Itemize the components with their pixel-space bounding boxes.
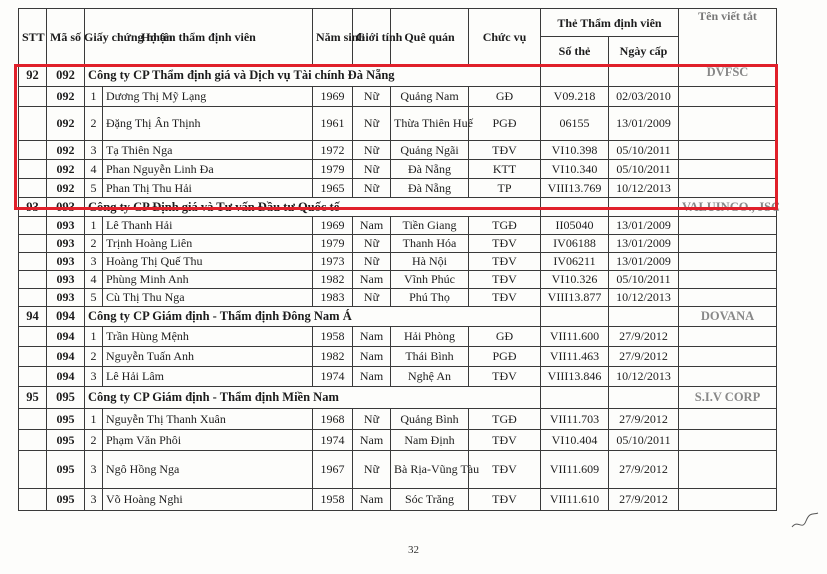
member-year: 1969 — [313, 217, 353, 235]
header-ma-so: Mã số Giấy chứng nhận — [47, 9, 85, 65]
member-date: 27/9/2012 — [609, 409, 679, 430]
member-hometown: Hà Nội — [391, 253, 469, 271]
company-code: 094 — [47, 307, 85, 327]
member-position: TĐV — [469, 253, 541, 271]
member-no: 3 — [85, 451, 103, 489]
member-name: Ngô Hồng Nga — [103, 451, 313, 489]
header-the: Thẻ Thẩm định viên — [541, 9, 679, 37]
member-year: 1979 — [313, 235, 353, 253]
member-code: 092 — [47, 87, 85, 107]
member-code: 094 — [47, 327, 85, 347]
member-gender: Nữ — [353, 179, 391, 198]
member-date: 13/01/2009 — [609, 217, 679, 235]
member-date: 10/12/2013 — [609, 179, 679, 198]
member-card: VII11.600 — [541, 327, 609, 347]
member-gender: Nữ — [353, 141, 391, 160]
table-row — [19, 489, 777, 511]
member-name: Lê Hải Lâm — [103, 367, 313, 387]
member-name: Cù Thị Thu Nga — [103, 289, 313, 307]
member-card: VII11.610 — [541, 489, 609, 511]
table-row — [19, 327, 777, 347]
member-code: 092 — [47, 179, 85, 198]
member-gender: Nam — [353, 489, 391, 511]
member-position: PGĐ — [469, 347, 541, 367]
member-card: VI10.398 — [541, 141, 609, 160]
member-gender: Nam — [353, 271, 391, 289]
member-gender: Nam — [353, 430, 391, 451]
header-ho-ten: Họ tên thẩm định viên — [85, 9, 313, 65]
member-code: 092 — [47, 107, 85, 141]
member-hometown: Quảng Ngãi — [391, 141, 469, 160]
company-abbr: DOVANA — [679, 307, 777, 327]
header-gioi-tinh: Giới tính — [353, 9, 391, 65]
member-date: 27/9/2012 — [609, 347, 679, 367]
header-ngay-cap: Ngày cấp — [609, 37, 679, 65]
member-no: 2 — [85, 235, 103, 253]
member-date: 05/10/2011 — [609, 141, 679, 160]
member-year: 1968 — [313, 409, 353, 430]
member-no: 5 — [85, 289, 103, 307]
member-code: 095 — [47, 409, 85, 430]
member-position: TĐV — [469, 451, 541, 489]
member-name: Phan Thị Thu Hải — [103, 179, 313, 198]
header-ten-viet-tat: Tên viết tắt — [679, 9, 777, 65]
member-year: 1974 — [313, 430, 353, 451]
member-code: 094 — [47, 347, 85, 367]
member-gender: Nữ — [353, 235, 391, 253]
signature-mark-icon — [790, 505, 820, 535]
member-date: 02/03/2010 — [609, 87, 679, 107]
company-code: 092 — [47, 65, 85, 87]
member-position: TGĐ — [469, 409, 541, 430]
member-date: 27/9/2012 — [609, 451, 679, 489]
company-stt: 95 — [19, 387, 47, 409]
member-code: 095 — [47, 430, 85, 451]
member-no: 1 — [85, 327, 103, 347]
member-name: Đặng Thị Ân Thịnh — [103, 107, 313, 141]
page-number: 32 — [408, 544, 419, 556]
member-no: 2 — [85, 107, 103, 141]
member-name: Lê Thanh Hải — [103, 217, 313, 235]
appraiser-table — [18, 8, 781, 511]
table-row — [19, 271, 777, 289]
member-code: 095 — [47, 489, 85, 511]
member-date: 13/01/2009 — [609, 107, 679, 141]
member-no: 1 — [85, 87, 103, 107]
member-date: 10/12/2013 — [609, 367, 679, 387]
company-code: 093 — [47, 198, 85, 217]
member-name: Nguyễn Tuấn Anh — [103, 347, 313, 367]
member-no: 3 — [85, 367, 103, 387]
table-row — [19, 451, 777, 489]
member-position: GĐ — [469, 87, 541, 107]
table-row — [19, 160, 777, 179]
company-row — [19, 387, 777, 409]
member-date: 13/01/2009 — [609, 235, 679, 253]
member-date: 27/9/2012 — [609, 489, 679, 511]
company-name: Công ty CP Thẩm định giá và Dịch vụ Tài chính Đà Nẵng — [85, 65, 541, 87]
company-name: Công ty CP Giám định - Thẩm định Đông Nam Á — [85, 307, 541, 327]
member-hometown: Bà Rịa-Vũng Tàu — [391, 451, 469, 489]
company-stt: 93 — [19, 198, 47, 217]
member-gender: Nữ — [353, 107, 391, 141]
member-hometown: Đà Nẵng — [391, 160, 469, 179]
member-year: 1958 — [313, 489, 353, 511]
member-year: 1965 — [313, 179, 353, 198]
member-gender: Nữ — [353, 87, 391, 107]
member-no: 5 — [85, 179, 103, 198]
member-hometown: Hải Phòng — [391, 327, 469, 347]
company-abbr: VALUINCO., JSC — [679, 198, 777, 217]
table-row — [19, 141, 777, 160]
member-code: 093 — [47, 217, 85, 235]
member-position: TĐV — [469, 271, 541, 289]
member-card: VIII13.769 — [541, 179, 609, 198]
member-position: TĐV — [469, 430, 541, 451]
member-position: TĐV — [469, 367, 541, 387]
member-position: GĐ — [469, 327, 541, 347]
member-code: 093 — [47, 253, 85, 271]
company-name: Công ty CP Định giá và Tư vấn Đầu tư Quốc tế — [85, 198, 541, 217]
member-no: 3 — [85, 253, 103, 271]
member-name: Hoàng Thị Quế Thu — [103, 253, 313, 271]
table-row — [19, 367, 777, 387]
member-name: Phan Nguyễn Linh Đa — [103, 160, 313, 179]
member-name: Nguyễn Thị Thanh Xuân — [103, 409, 313, 430]
member-card: VII11.609 — [541, 451, 609, 489]
company-stt: 94 — [19, 307, 47, 327]
member-hometown: Phú Thọ — [391, 289, 469, 307]
member-name: Phùng Minh Anh — [103, 271, 313, 289]
table-row — [19, 87, 777, 107]
member-name: Trần Hùng Mệnh — [103, 327, 313, 347]
member-card: VI10.340 — [541, 160, 609, 179]
member-card: 06155 — [541, 107, 609, 141]
member-card: IV06188 — [541, 235, 609, 253]
member-code: 094 — [47, 367, 85, 387]
member-year: 1974 — [313, 367, 353, 387]
member-code: 093 — [47, 271, 85, 289]
member-hometown: Quảng Bình — [391, 409, 469, 430]
table-row — [19, 179, 777, 198]
member-gender: Nam — [353, 217, 391, 235]
table-row — [19, 289, 777, 307]
member-date: 05/10/2011 — [609, 271, 679, 289]
header-so-the: Số thẻ — [541, 37, 609, 65]
member-date: 05/10/2011 — [609, 430, 679, 451]
member-date: 13/01/2009 — [609, 253, 679, 271]
table-row — [19, 253, 777, 271]
member-card: IV06211 — [541, 253, 609, 271]
member-hometown: Sóc Trăng — [391, 489, 469, 511]
table-row — [19, 430, 777, 451]
member-year: 1982 — [313, 271, 353, 289]
company-code: 095 — [47, 387, 85, 409]
member-hometown: Nghệ An — [391, 367, 469, 387]
member-code: 092 — [47, 141, 85, 160]
table-row — [19, 107, 777, 141]
member-hometown: Đà Nẵng — [391, 179, 469, 198]
company-row — [19, 65, 777, 87]
table-row — [19, 217, 777, 235]
member-position: PGĐ — [469, 107, 541, 141]
member-no: 4 — [85, 271, 103, 289]
member-code: 093 — [47, 235, 85, 253]
member-no: 4 — [85, 160, 103, 179]
member-position: TĐV — [469, 141, 541, 160]
member-card: VII11.703 — [541, 409, 609, 430]
member-year: 1973 — [313, 253, 353, 271]
member-name: Tạ Thiên Nga — [103, 141, 313, 160]
member-hometown: Thừa Thiên Huế — [391, 107, 469, 141]
member-card: VII11.463 — [541, 347, 609, 367]
member-name: Trịnh Hoàng Liên — [103, 235, 313, 253]
member-gender: Nữ — [353, 253, 391, 271]
member-position: TĐV — [469, 489, 541, 511]
member-no: 2 — [85, 430, 103, 451]
table-row — [19, 235, 777, 253]
member-gender: Nữ — [353, 409, 391, 430]
member-card: V09.218 — [541, 87, 609, 107]
table-row — [19, 347, 777, 367]
company-abbr: DVFSC — [679, 65, 777, 87]
member-position: TP — [469, 179, 541, 198]
header-que-quan: Quê quán — [391, 9, 469, 65]
member-name: Võ Hoàng Nghi — [103, 489, 313, 511]
member-card: VI10.326 — [541, 271, 609, 289]
member-code: 093 — [47, 289, 85, 307]
member-gender: Nữ — [353, 451, 391, 489]
member-card: VI10.404 — [541, 430, 609, 451]
member-card: II05040 — [541, 217, 609, 235]
member-year: 1958 — [313, 327, 353, 347]
member-no: 3 — [85, 141, 103, 160]
member-gender: Nam — [353, 327, 391, 347]
member-card: VIII13.877 — [541, 289, 609, 307]
company-row — [19, 198, 777, 217]
member-gender: Nam — [353, 347, 391, 367]
header-chuc-vu: Chức vụ — [469, 9, 541, 65]
member-code: 095 — [47, 451, 85, 489]
member-year: 1979 — [313, 160, 353, 179]
company-row — [19, 307, 777, 327]
member-gender: Nữ — [353, 289, 391, 307]
member-hometown: Quảng Nam — [391, 87, 469, 107]
member-hometown: Vĩnh Phúc — [391, 271, 469, 289]
member-date: 10/12/2013 — [609, 289, 679, 307]
company-abbr: S.I.V CORP — [679, 387, 777, 409]
member-no: 2 — [85, 347, 103, 367]
header-stt: STT — [19, 9, 47, 65]
member-hometown: Thái Bình — [391, 347, 469, 367]
member-year: 1972 — [313, 141, 353, 160]
member-date: 05/10/2011 — [609, 160, 679, 179]
member-card: VIII13.846 — [541, 367, 609, 387]
member-no: 1 — [85, 217, 103, 235]
member-position: TGĐ — [469, 217, 541, 235]
member-name: Phạm Văn Phôi — [103, 430, 313, 451]
table-row — [19, 409, 777, 430]
member-gender: Nam — [353, 367, 391, 387]
member-year: 1961 — [313, 107, 353, 141]
member-no: 3 — [85, 489, 103, 511]
member-position: TĐV — [469, 289, 541, 307]
company-stt: 92 — [19, 65, 47, 87]
member-name: Dương Thị Mỹ Lạng — [103, 87, 313, 107]
member-hometown: Nam Định — [391, 430, 469, 451]
member-code: 092 — [47, 160, 85, 179]
member-position: KTT — [469, 160, 541, 179]
member-hometown: Thanh Hóa — [391, 235, 469, 253]
company-name: Công ty CP Giám định - Thẩm định Miền Nam — [85, 387, 541, 409]
member-year: 1967 — [313, 451, 353, 489]
member-year: 1982 — [313, 347, 353, 367]
member-hometown: Tiền Giang — [391, 217, 469, 235]
member-position: TĐV — [469, 235, 541, 253]
member-year: 1983 — [313, 289, 353, 307]
member-no: 1 — [85, 409, 103, 430]
member-date: 27/9/2012 — [609, 327, 679, 347]
member-gender: Nữ — [353, 160, 391, 179]
header-nam-sinh: Năm sinh — [313, 9, 353, 65]
member-year: 1969 — [313, 87, 353, 107]
